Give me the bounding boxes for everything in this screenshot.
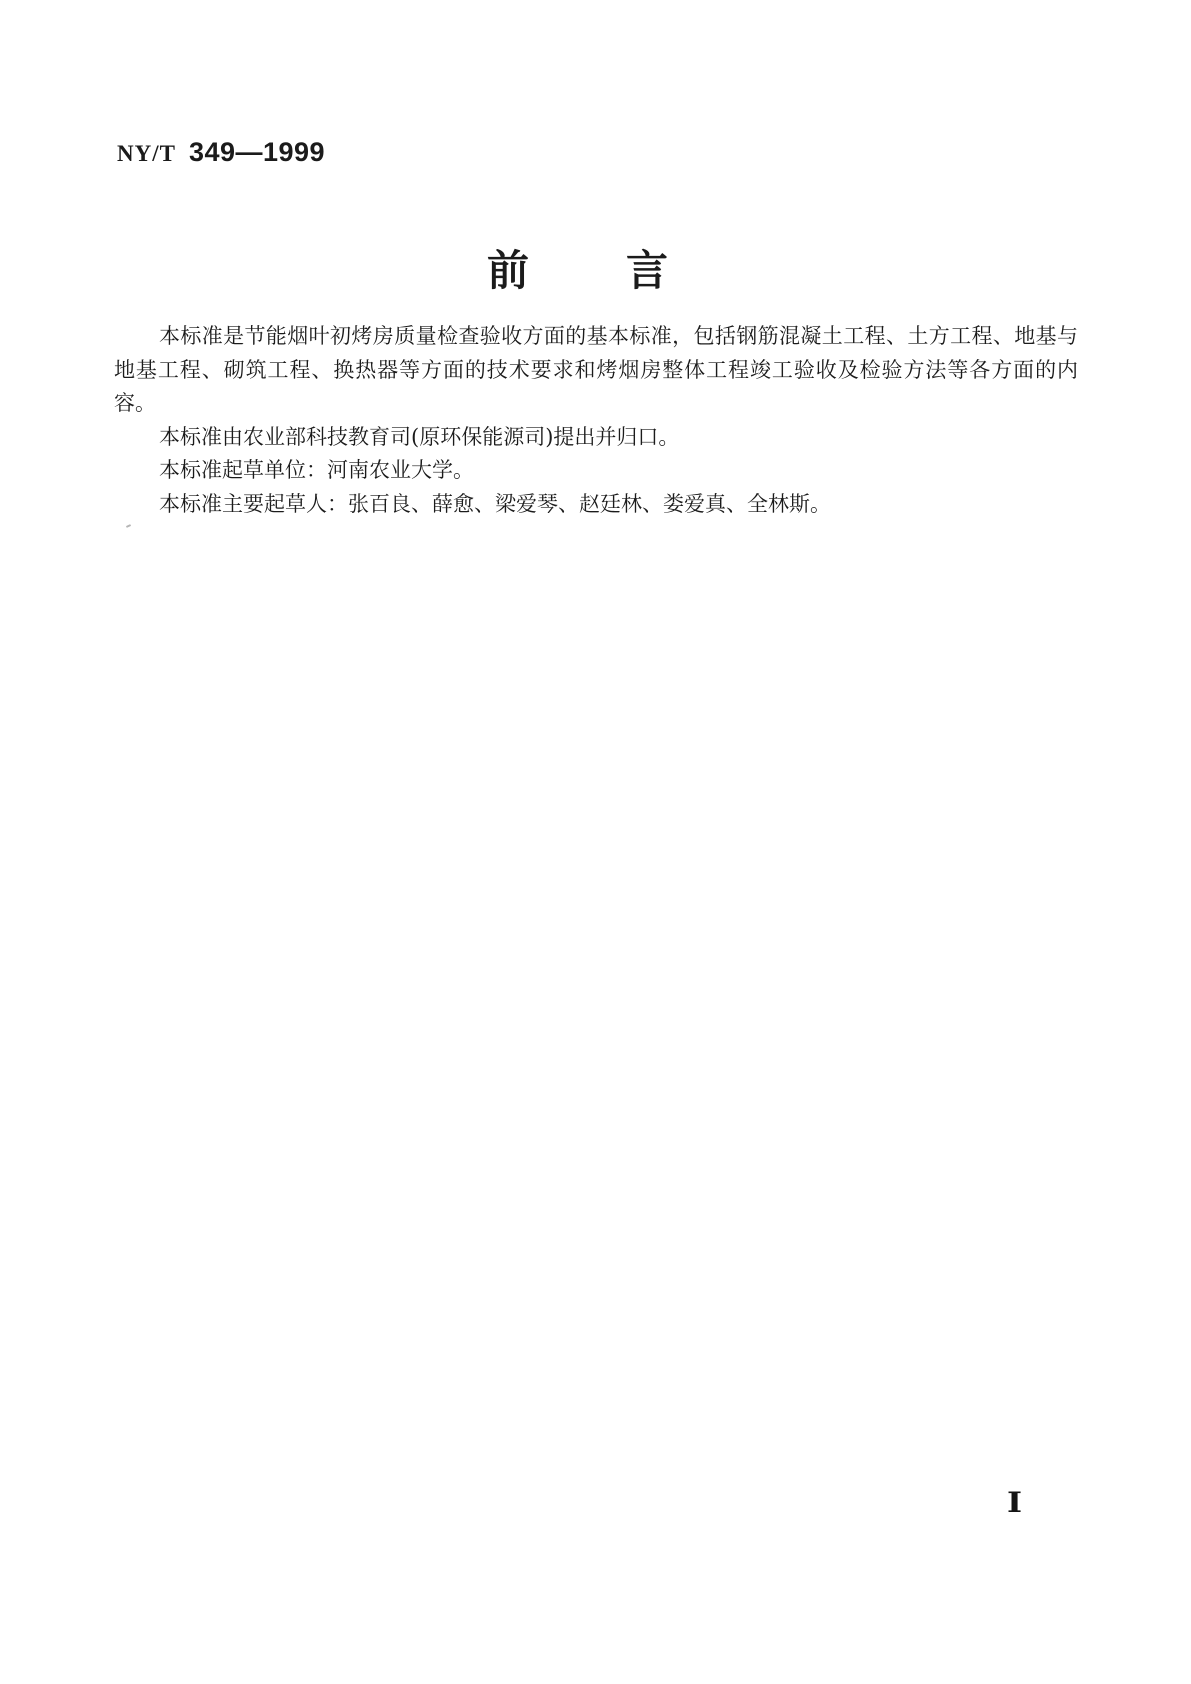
paragraph-1-line-2: 地基工程、砌筑工程、换热器等方面的技术要求和烤烟房整体工程竣工验收及检验方法等各方面的内 [114, 357, 1078, 382]
page-title [0, 248, 1191, 294]
standard-number: 349—1999 [188, 137, 326, 167]
standard-code: NY/T [117, 141, 176, 166]
page-number: I [1007, 1486, 1023, 1519]
paragraph-4: 本标准主要起草人：张百良、薛愈、梁爱琴、赵廷林、娄爱真、全林斯。 [159, 491, 831, 516]
paragraph-1-line-1: 本标准是节能烟叶初烤房质量检查验收方面的基本标准，包括钢筋混凝土工程、土方工程、地基与 [159, 324, 1078, 348]
paragraph-3: 本标准起草单位：河南农业大学。 [159, 458, 474, 483]
paragraph-1-line-3: 容。 [114, 391, 156, 416]
title-char-2: 言 [626, 246, 669, 295]
paragraph-2: 本标准由农业部科技教育司(原环保能源司)提出并归口。 [159, 424, 680, 449]
scan-artifact-mark [126, 524, 131, 528]
standard-code-header [117, 137, 325, 168]
title-char-1: 前 [486, 246, 529, 295]
foreword-body [114, 320, 1078, 522]
